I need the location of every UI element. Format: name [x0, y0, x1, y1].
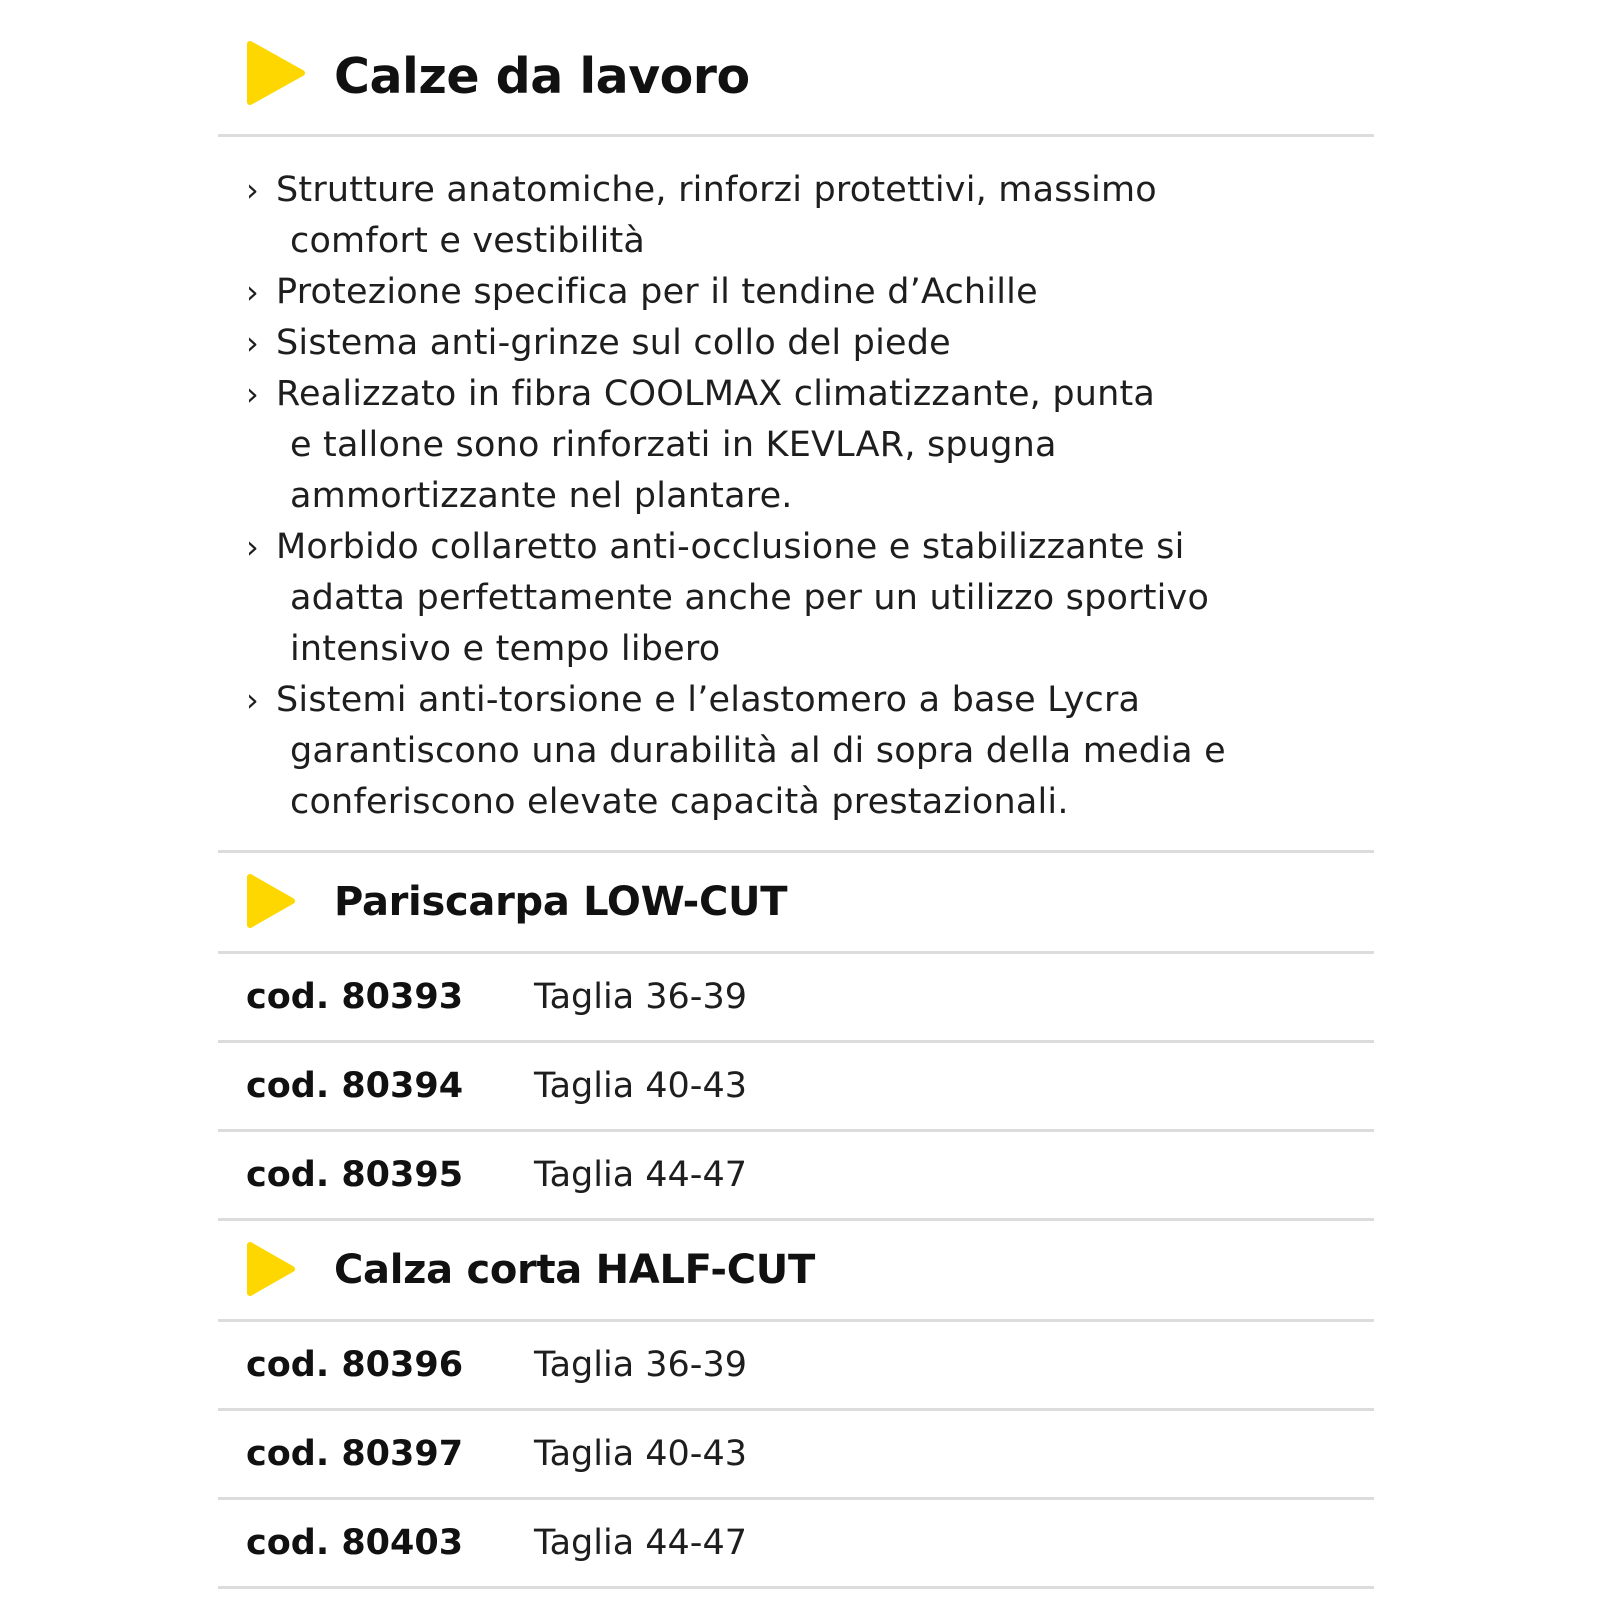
feature-line: intensivo e tempo libero	[290, 629, 721, 669]
feature-line: adatta perfettamente anche per un utilizzo sportivo	[290, 578, 1210, 618]
product-code: cod. 80393	[246, 977, 464, 1017]
product-code: cod. 80403	[246, 1523, 464, 1563]
feature-item	[246, 165, 1374, 267]
table-row	[218, 1322, 1374, 1408]
table-row	[218, 1132, 1374, 1218]
chevron-right-icon: ›	[246, 171, 259, 209]
feature-line: e tallone sono rinforzati in KEVLAR, spugna	[290, 425, 1057, 465]
product-size: Taglia 40-43	[534, 1066, 747, 1106]
feature-line: garantiscono una durabilità al di sopra della media e	[290, 731, 1226, 771]
product-code: cod. 80394	[246, 1066, 464, 1106]
product-sheet	[218, 0, 1374, 1600]
section-title: Pariscarpa LOW-CUT	[334, 879, 788, 925]
product-code: cod. 80397	[246, 1434, 464, 1474]
chevron-right-icon: ›	[246, 273, 259, 311]
feature-text	[276, 318, 1374, 369]
feature-line: Morbido collaretto anti-occlusione e stabilizzante si	[276, 527, 1185, 567]
chevron-right-icon: ›	[246, 375, 259, 413]
product-code: cod. 80395	[246, 1155, 464, 1195]
page-title: Calze da lavoro	[334, 48, 750, 105]
chevron-right-icon: ›	[246, 681, 259, 719]
feature-text	[276, 267, 1374, 318]
product-size: Taglia 44-47	[534, 1523, 747, 1563]
feature-line: conferiscono elevate capacità prestazionali.	[290, 782, 1069, 822]
feature-text	[276, 522, 1374, 675]
feature-item	[246, 318, 1374, 369]
product-code: cod. 80396	[246, 1345, 464, 1385]
feature-line: Sistema anti-grinze sul collo del piede	[276, 323, 951, 363]
feature-item	[246, 522, 1374, 675]
feature-text	[276, 165, 1374, 267]
table-row	[218, 1500, 1374, 1586]
feature-text	[276, 675, 1374, 828]
feature-line: ammortizzante nel plantare.	[290, 476, 793, 516]
feature-line: Protezione specifica per il tendine d’Achille	[276, 272, 1038, 312]
table-row	[218, 1411, 1374, 1497]
feature-item	[246, 675, 1374, 828]
play-arrow-icon	[246, 1241, 296, 1297]
chevron-right-icon: ›	[246, 528, 259, 566]
chevron-right-icon: ›	[246, 324, 259, 362]
feature-item	[246, 369, 1374, 522]
product-size: Taglia 36-39	[534, 1345, 747, 1385]
play-arrow-icon	[246, 873, 296, 929]
feature-line: Sistemi anti-torsione e l’elastomero a base Lycra	[276, 680, 1141, 720]
table-row	[218, 954, 1374, 1040]
play-arrow-icon	[246, 40, 306, 106]
feature-line: comfort e vestibilità	[290, 221, 646, 261]
section-header	[218, 853, 1374, 951]
main-header	[218, 0, 1374, 134]
feature-list	[218, 137, 1374, 850]
divider	[218, 1586, 1374, 1589]
table-row	[218, 1043, 1374, 1129]
product-size: Taglia 36-39	[534, 977, 747, 1017]
feature-line: Realizzato in fibra COOLMAX climatizzante, punta	[276, 374, 1156, 414]
feature-item	[246, 267, 1374, 318]
sections-container	[218, 853, 1374, 1589]
product-size: Taglia 44-47	[534, 1155, 747, 1195]
product-size: Taglia 40-43	[534, 1434, 747, 1474]
feature-line: Strutture anatomiche, rinforzi protettivi, massimo	[276, 170, 1157, 210]
section-header	[218, 1221, 1374, 1319]
section-title: Calza corta HALF-CUT	[334, 1247, 815, 1293]
feature-text	[276, 369, 1374, 522]
